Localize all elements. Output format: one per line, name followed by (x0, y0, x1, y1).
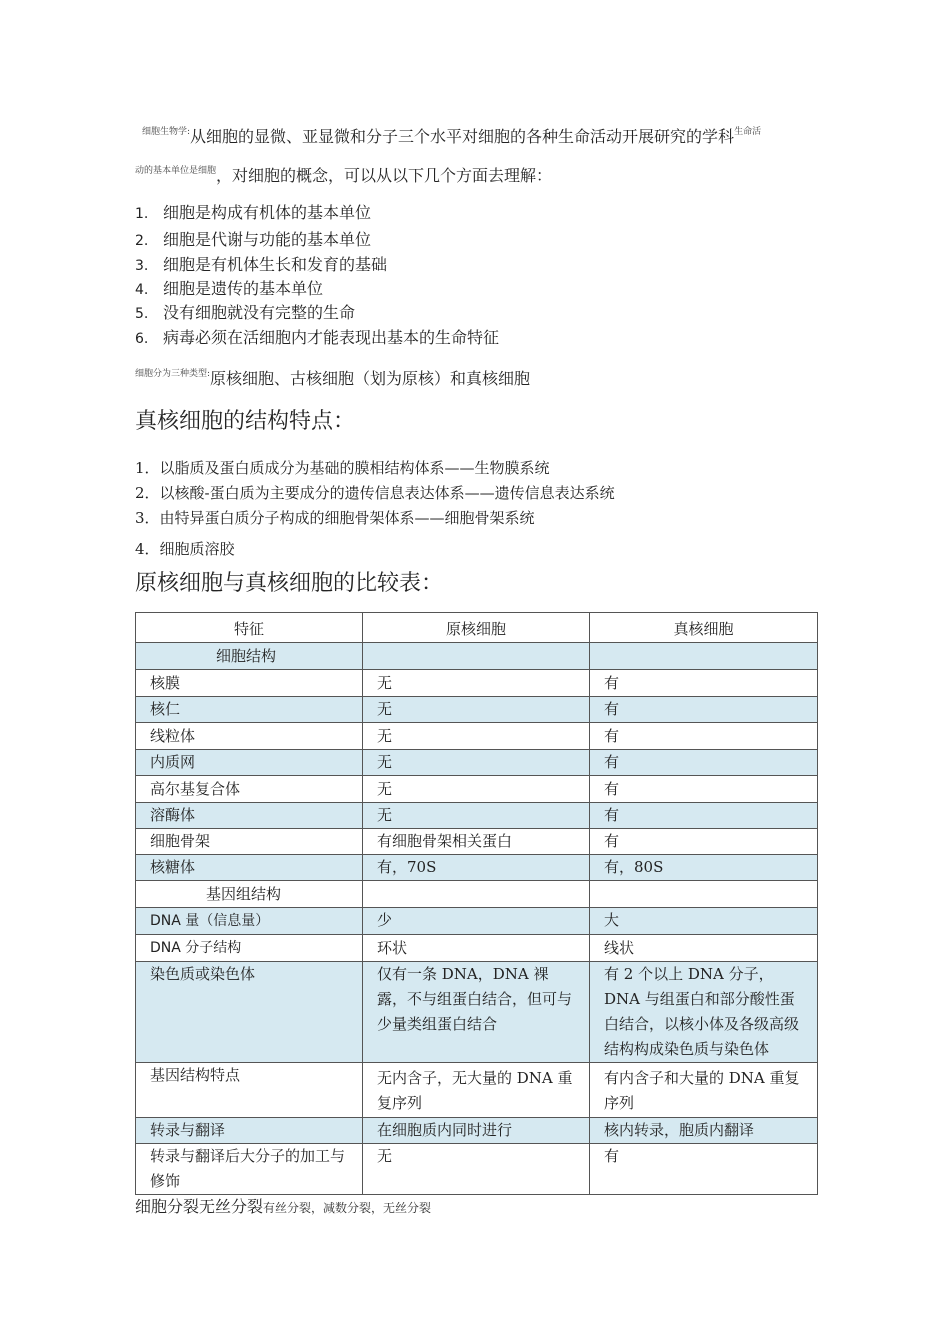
feature-cell: 线粒体 (136, 723, 363, 750)
table-row (136, 1063, 818, 1118)
table-row (136, 776, 818, 803)
eukaryote-cell: 有 (590, 829, 818, 855)
prokaryote-cell: 无 (363, 803, 590, 829)
intro-tail: 生命活 (734, 127, 762, 137)
cell-division-text: 细胞分裂无丝分裂 (135, 1197, 264, 1216)
table-row (136, 723, 818, 750)
list-item: 3. 细胞是有机体生长和发育的基础 (135, 255, 388, 274)
section-label: 细胞结构 (136, 643, 363, 670)
feature-cell: 染色质或染色体 (136, 962, 363, 1063)
table-row (136, 962, 818, 1063)
intro-line-1 (142, 124, 761, 147)
prokaryote-cell: 无 (363, 697, 590, 723)
prokaryote-cell: 无 (363, 750, 590, 776)
cell-division-line (135, 1194, 431, 1217)
prokaryote-cell: 有细胞骨架相关蛋白 (363, 829, 590, 855)
list-item: 1．以脂质及蛋白质成分为基础的膜相结构体系——生物膜系统 (135, 459, 550, 477)
comparison-table (135, 612, 818, 1195)
eukaryote-cell: 有，80S (590, 855, 818, 881)
section-row (136, 881, 818, 908)
eukaryote-cell: 有 (590, 723, 818, 750)
table-row (136, 1144, 818, 1195)
feature-cell: 转录与翻译后大分子的加工与修饰 (136, 1144, 363, 1195)
feature-cell: 核仁 (136, 697, 363, 723)
list-item: 4．细胞质溶胶 (135, 540, 235, 558)
eukaryote-cell: 大 (590, 908, 818, 935)
table-row (136, 750, 818, 776)
prokaryote-cell: 无 (363, 776, 590, 803)
cell-types-text: 原核细胞、古核细胞（划为原核）和真核细胞 (210, 369, 531, 388)
feature-cell: DNA 分子结构 (136, 935, 363, 962)
prokaryote-cell: 仅有一条 DNA，DNA 裸露，不与组蛋白结合，但可与少量类组蛋白结合 (363, 962, 590, 1063)
cell-types-label: 细胞分为三种类型: (135, 369, 211, 379)
cell-types (135, 366, 530, 389)
prokaryote-cell: 环状 (363, 935, 590, 962)
prokaryote-cell: 无 (363, 723, 590, 750)
column-header: 真核细胞 (590, 613, 818, 643)
prokaryote-cell: 无 (363, 1144, 590, 1195)
eukaryote-cell: 有 (590, 803, 818, 829)
intro-line2-small: 动的基本单位是细胞 (135, 166, 217, 176)
cell-division-small: 有丝分裂，减数分裂，无丝分裂 (263, 1201, 432, 1215)
prokaryote-cell: 少 (363, 908, 590, 935)
feature-cell: DNA 量（信息量） (136, 908, 363, 935)
eukaryote-cell: 有 (590, 697, 818, 723)
heading-eukaryote-structure: 真核细胞的结构特点： (135, 409, 356, 434)
table-row (136, 908, 818, 935)
intro-line2-text: ，对细胞的概念，可以从以下几个方面去理解： (216, 166, 553, 185)
eukaryote-cell: 有 (590, 670, 818, 697)
prokaryote-cell: 无内含子，无大量的 DNA 重复序列 (363, 1063, 590, 1118)
feature-cell: 核糖体 (136, 855, 363, 881)
table-row (136, 697, 818, 723)
list-item: 6. 病毒必须在活细胞内才能表现出基本的生命特征 (135, 328, 500, 347)
eukaryote-cell: 有 2 个以上 DNA 分子，DNA 与组蛋白和部分酸性蛋白结合，以核小体及各级高级结构构成染色质与染色体 (590, 962, 818, 1063)
table-row (136, 1118, 818, 1144)
table-row (136, 670, 818, 697)
feature-cell: 高尔基复合体 (136, 776, 363, 803)
eukaryote-cell: 有 (590, 750, 818, 776)
feature-cell: 细胞骨架 (136, 829, 363, 855)
eukaryote-cell: 有内含子和大量的 DNA 重复序列 (590, 1063, 818, 1118)
table-row (136, 803, 818, 829)
column-header: 特征 (136, 613, 363, 643)
table-row (136, 829, 818, 855)
eukaryote-cell: 有 (590, 776, 818, 803)
table-row (136, 855, 818, 881)
feature-cell: 基因结构特点 (136, 1063, 363, 1118)
feature-cell: 溶酶体 (136, 803, 363, 829)
prokaryote-cell: 有，70S (363, 855, 590, 881)
feature-cell: 核膜 (136, 670, 363, 697)
table-row (136, 935, 818, 962)
column-header: 原核细胞 (363, 613, 590, 643)
section-label: 基因组结构 (136, 881, 363, 908)
feature-cell: 内质网 (136, 750, 363, 776)
intro-definition: 从细胞的显微、亚显微和分子三个水平对细胞的各种生命活动开展研究的学科 (190, 127, 735, 146)
table-header-row (136, 613, 818, 643)
intro-label: 细胞生物学: (142, 127, 191, 137)
heading-comparison-table: 原核细胞与真核细胞的比较表： (135, 571, 444, 596)
list-item: 4. 细胞是遗传的基本单位 (135, 279, 324, 298)
section-row (136, 643, 818, 670)
list-item: 5. 没有细胞就没有完整的生命 (135, 303, 356, 322)
intro-line-2 (135, 163, 552, 186)
list-item: 2. 细胞是代谢与功能的基本单位 (135, 230, 372, 249)
feature-cell: 转录与翻译 (136, 1118, 363, 1144)
list-item: 1. 细胞是构成有机体的基本单位 (135, 203, 372, 222)
eukaryote-cell: 核内转录，胞质内翻译 (590, 1118, 818, 1144)
prokaryote-cell: 无 (363, 670, 590, 697)
eukaryote-cell: 有 (590, 1144, 818, 1195)
eukaryote-cell: 线状 (590, 935, 818, 962)
list-item: 3．由特异蛋白质分子构成的细胞骨架体系——细胞骨架系统 (135, 509, 535, 527)
prokaryote-cell: 在细胞质内同时进行 (363, 1118, 590, 1144)
list-item: 2．以核酸-蛋白质为主要成分的遗传信息表达体系——遗传信息表达系统 (135, 484, 615, 502)
